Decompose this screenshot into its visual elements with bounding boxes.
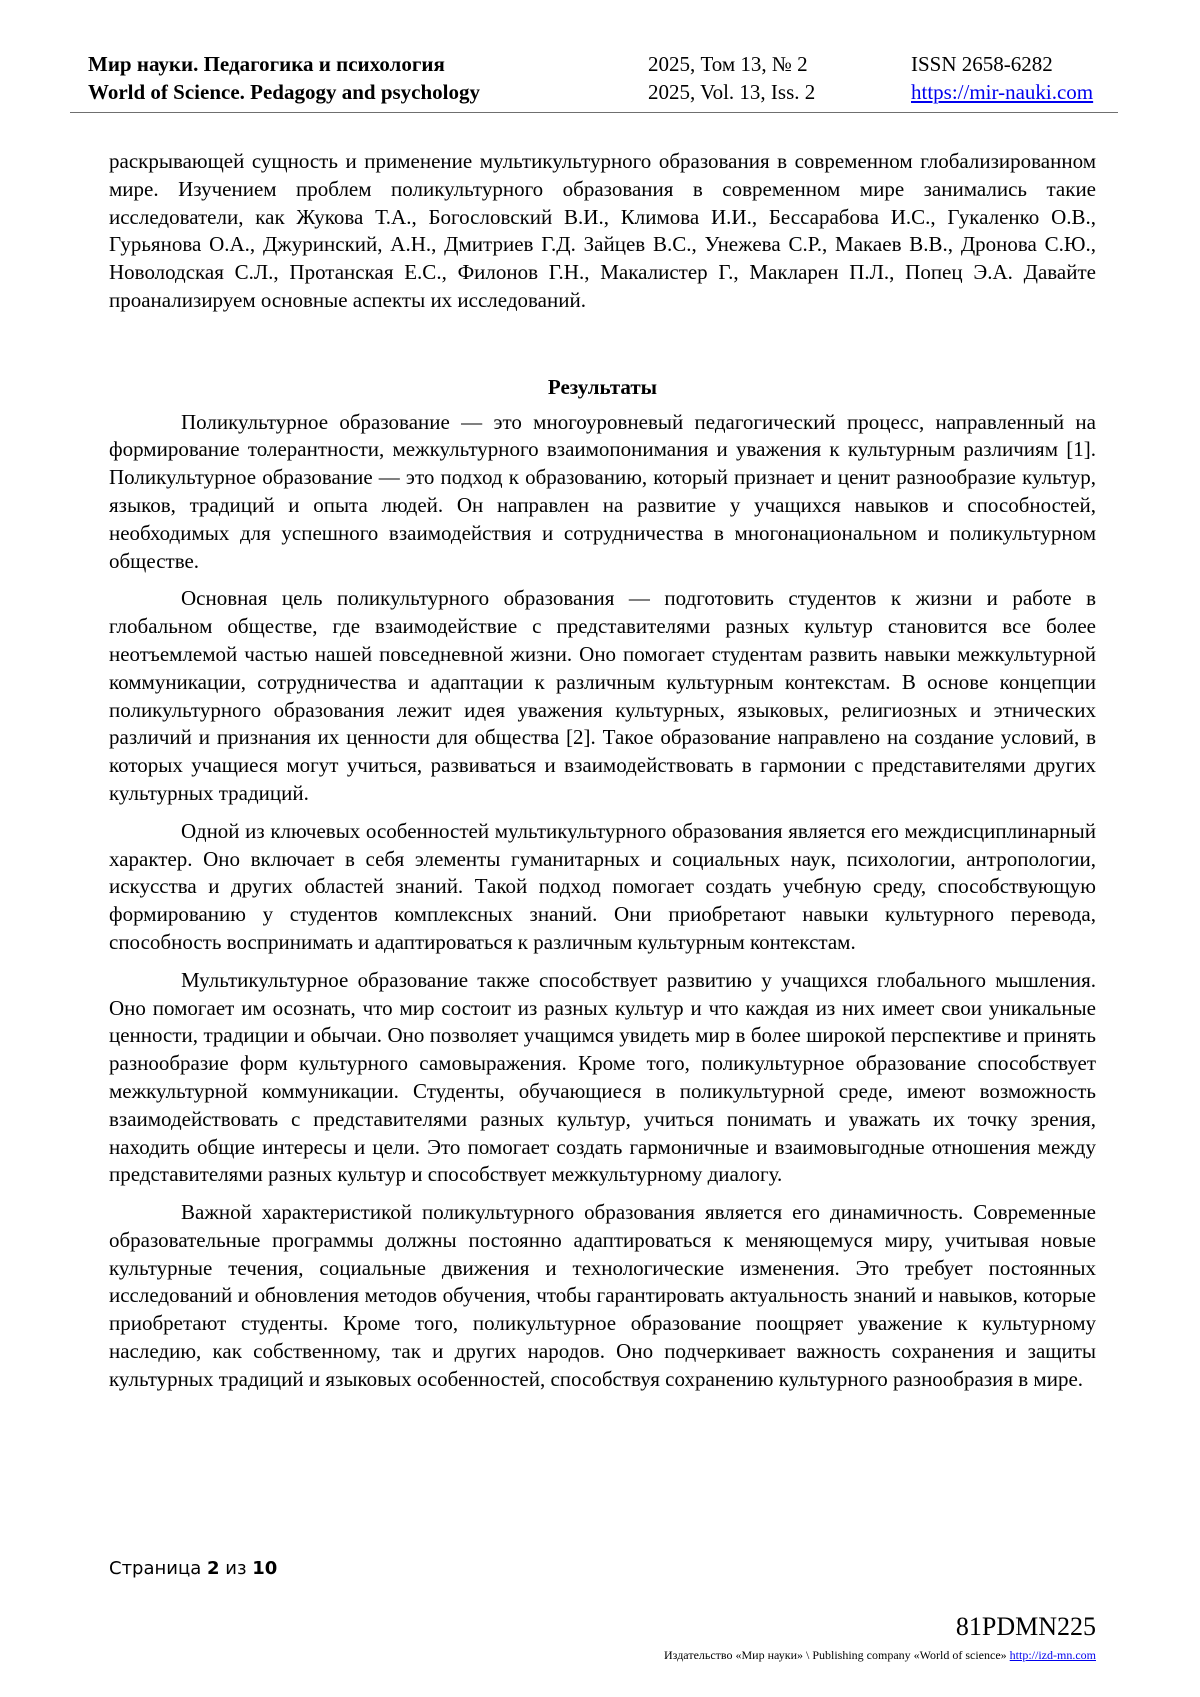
body-paragraph: Мультикультурное образование также способствует развитию у учащихся глобального мышления. Оно помогает им осознать, что мир состоит из разных культур и что каждая из них имеет свои уникальные ценности, традиции и обычаи. Оно позволяет учащимся увидеть мир в более широкой перспективе и принять разнообразие форм культурного самовыражения. Кроме того, поликультурное образование способствует межкультурной коммуникации. Студенты, обучающиеся в поликультурной среде, имеют возможность взаимодействовать с представителями разных культур, учиться понимать и уважать их точку зрения, находить общие интересы и цели. Это помогает создать гармоничные и взаимовыгодные отношения между представителями разных культур и способствует межкультурному диалогу. [109, 967, 1096, 1187]
page-number [109, 1558, 277, 1579]
journal-issn-block [911, 50, 1093, 106]
volume-en: 2025, Vol. 13, Iss. 2 [648, 80, 816, 104]
body-paragraph: Поликультурное образование — это многоуровневый педагогический процесс, направленный на формирование толерантности, межкультурного взаимопонимания и уважения к культурным различиям [1]. Поликультурное образование — это подход к образованию, который признает и ценит разнообразие культур, языков, традиций и опыта людей. Он направлен на развитие у учащихся навыков и способностей, необходимых для успешного взаимодействия и сотрудничества в многонациональном и поликультурном обществе. [109, 409, 1096, 573]
journal-title-en: World of Science. Pedagogy and psychology [88, 80, 481, 104]
volume-ru: 2025, Том 13, № 2 [648, 52, 808, 76]
body-paragraph: Важной характеристикой поликультурного образования является его динамичность. Современные образовательные программы должны постоянно адаптироваться к меняющемуся миру, учитывая новые культурные течения, социальные движения и технологические изменения. Это требует постоянных исследований и обновления методов обучения, чтобы гарантировать актуальность знаний и навыков, которые приобретают студенты. Кроме того, поликультурное образование поощряет уважение к культурному наследию, как собственному, так и других народов. Оно подчеркивает важность сохранения и защиты культурных традиций и языковых особенностей, способствуя сохранению культурного разнообразия в мире. [109, 1200, 1096, 1391]
page-of: из [225, 1558, 247, 1579]
page-total: 10 [252, 1558, 278, 1579]
header-divider [70, 112, 1118, 113]
page-prefix: Страница [109, 1558, 202, 1579]
journal-url-link[interactable]: https://mir-nauki.com [911, 80, 1094, 104]
article-code: 81PDMN225 [955, 1612, 1096, 1641]
journal-title [88, 50, 480, 106]
journal-volume [648, 50, 815, 106]
body-paragraph: Одной из ключевых особенностей мультикультурного образования является его междисциплинарный характер. Оно включает в себя элементы гуманитарных и социальных наук, психологии, антропологии, искусства и других областей знаний. Такой подход помогает создать учебную среду, способствующую формированию у студентов комплексных знаний. Они приобретают навыки культурного перевода, способность воспринимать и адаптироваться к различным культурным контекстам. [109, 818, 1096, 954]
page-header [88, 50, 1120, 112]
publisher-line [664, 1648, 1096, 1663]
issn: ISSN 2658-6282 [911, 52, 1053, 76]
intro-paragraph: раскрывающей сущность и применение мультикультурного образования в современном глобализированном мире. Изучением проблем поликультурного образования в современном мире занимались такие исследователи, как Жукова Т.А., Богословский В.И., Климова И.И., Бессарабова И.С., Гукаленко О.В., Гурьянова О.А., Джуринский, А.Н., Дмитриев Г.Д. Зайцев В.С., Унежева С.Р., Макаев В.В., Дронова С.Ю., Новолодская С.Л., Протанская Е.С., Филонов Г.Н., Макалистер Г., Макларен П.Л., Попец Э.А. Давайте проанализируем основные аспекты их исследований. [109, 149, 1096, 312]
body-paragraph: Основная цель поликультурного образования — подготовить студентов к жизни и работе в глобальном обществе, где взаимодействие с представителями разных культур становится все более неотъемлемой частью нашей повседневной жизни. Оно помогает студентам развить навыки межкультурной коммуникации, сотрудничества и адаптации к различным культурным контекстам. В основе концепции поликультурного образования лежит идея уважения культурных, языковых, религиозных и этнических различий и признания их ценности для общества [2]. Такое образование направлено на создание условий, в которых учащиеся могут учиться, развиваться и взаимодействовать в гармонии с представителями других культурных традиций. [109, 586, 1096, 805]
section-heading: Результаты [547, 374, 658, 399]
publisher-url-link[interactable]: http://izd-mn.com [1009, 1648, 1096, 1662]
journal-title-ru: Мир науки. Педагогика и психология [88, 52, 445, 76]
page-current: 2 [207, 1558, 220, 1579]
publisher-text: Издательство «Мир науки» \ Publishing company «World of science» [664, 1648, 1007, 1662]
article-body [109, 148, 1096, 1404]
